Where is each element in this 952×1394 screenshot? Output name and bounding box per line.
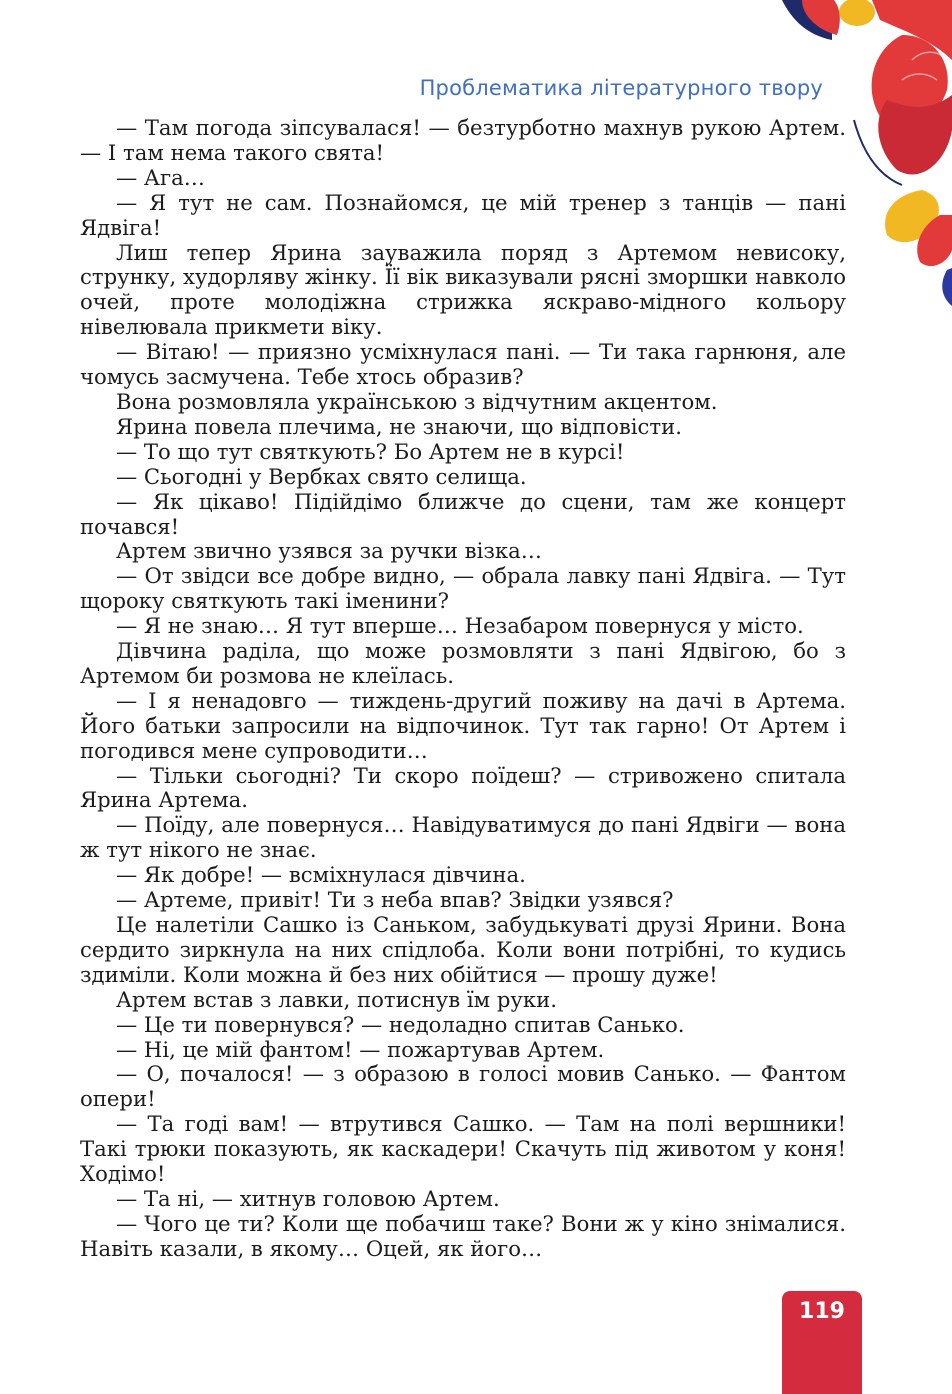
paragraph: — О, почалося! — з образою в голосі мовив Санько. — Фантом опери! [80,1061,846,1112]
paragraph: Артем звично узявся за ручки візка… [116,538,542,564]
paragraph: — Тільки сьогодні? Ти скоро поїдеш? — стривожено спитала Ярина Артема. [80,762,846,813]
paragraph: Лиш тепер Ярина зауважила поряд з Артемом невисоку, струнку, худорляву жінку. Її вік виказували рясні зморшки навколо очей, проте молодіжна стрижка яскраво-мідного кольору нівелювала прикмети віку. [80,239,846,340]
paragraph: — Ага… [116,164,205,190]
paragraph: Дівчина раділа, що може розмовляти з пані Ядвігою, бо з Артемом би розмова не клеїлась. [80,638,846,688]
paragraph: — Там погода зіпсувалася! — безтурботно махнув рукою Артем. — І там нема такого свята! [80,115,846,165]
paragraph: — Артеме, привіт! Ти з неба впав? Звідки узявся? [116,887,674,913]
paragraph: — То що тут святкують? Бо Артем не в курсі! [116,438,625,464]
paragraph: Ярина повела плечима, не знаючи, що відповісти. [116,413,683,439]
paragraph: — От звідси все добре видно, — обрала лавку пані Ядвіга. — Тут щороку святкують такі іменини? [80,563,846,614]
paragraph: Артем встав з лавки, потиснув їм руки. [116,986,557,1012]
paragraph: Це налетіли Сашко із Саньком, забудькуваті друзі Ярини. Вона сердито зиркнула на них спідлоба. Коли вони потрібні, то кудись здиміли. Коли можна й без них обійтися — прошу дуже! [80,912,846,987]
paragraph: — Вітаю! — приязно усміхнулася пані. — Ти така гарнюня, але чомусь засмучена. Тебе хтось образив? [80,339,846,390]
paragraph: Вона розмовляла українською з відчутним акцентом. [116,388,718,414]
running-header: Проблематика літературного твору [419,76,823,100]
paragraph: — Поїду, але повернуся… Навідуватимуся до пані Ядвіги — вона ж тут нікого не знає. [80,812,846,863]
paragraph: — Це ти повернувся? — недоладно спитав Санько. [116,1011,685,1037]
page-number-tab [782,1291,862,1394]
paragraph: — Як добре! — всміхнулася дівчина. [116,862,526,888]
paragraph: — Як цікаво! Підійдімо ближче до сцени, там же концерт почався! [80,488,846,539]
paragraph: — Та годі вам! — втрутився Сашко. — Там на полі вершники! Такі трюки показують, як каскадери! Скачуть під животом у коня! Ходімо! [80,1111,846,1187]
paragraph: — Я тут не сам. Познайомся, це мій тренер з танців — пані Ядвіга! [80,189,846,240]
paragraph: — І я ненадовго — тиждень-другий поживу на дачі в Артема. Його батьки запросили на відпочинок. Тут так гарно! От Артем і погодився мене супроводити… [80,687,846,763]
body-text [80,116,846,1262]
paragraph: — Сьогодні у Вербках свято селища. [116,463,527,489]
paragraph: — Ні, це мій фантом! — пожартував Артем. [116,1036,605,1062]
paragraph: — Та ні, — хитнув головою Артем. [116,1185,500,1211]
paragraph: — Я не знаю… Я тут вперше… Незабаром повернуся у місто. [116,613,804,639]
paragraph: — Чого це ти? Коли ще побачиш таке? Вони ж у кіно знімалися. Навіть казали, в якому… Оцей, як його… [80,1210,846,1261]
page-number: 119 [799,1299,845,1324]
